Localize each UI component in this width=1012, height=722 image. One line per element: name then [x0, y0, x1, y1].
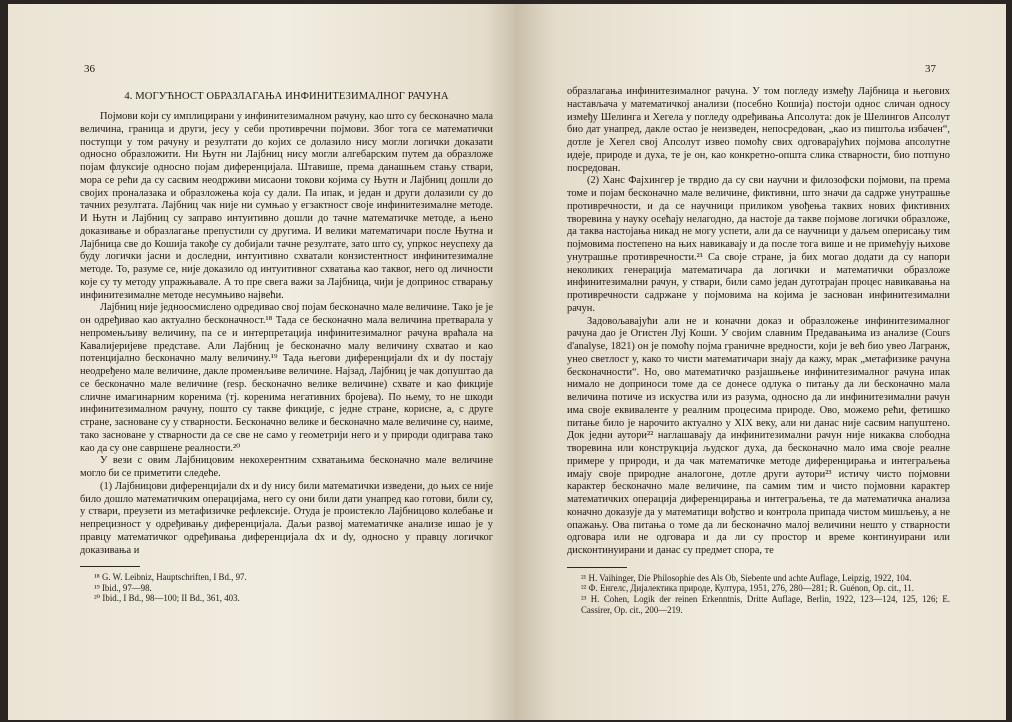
paragraph: У вези с овим Лајбницовим некохерентним схватањима бесконачно мале величине могло би се приметити следеће. [80, 455, 493, 479]
footnote: ²³ H. Cohen, Logik der reinen Erkenntnis, Dritte Auflage, Berlin, 1922, 123—124, 125, 126; E. Cassirer, Op. cit., 200—219. [581, 593, 950, 615]
left-body [80, 111, 493, 557]
footnote: ¹⁹ Ibid., 97—98. [94, 582, 152, 593]
paragraph: Појмови који су имплицирани у инфинитезималном рачуну, као што су бесконачно мала величина, граница и други, јесу у себи противречни појмови. Због тога се математички поступци у том рачуну и резултати до којих се долазило нису могли логички доказати односно образложити. Ни Њутн ни Лајбниц нису могли алгебарским путем да образложе појам флуксије односно појам диференцијала. Штавише, према данашњем стању ствари, мора се рећи да су сасвим неодрживи мисаони токови којима су Њутн и Лајбниц дошли до својих проналазака и образложења која су дали. Па ипак, и један и други долазили су до тачних резултата. Лајбниц чак није ни сумњао у егзактност своје инфинитезималне методе. И Њутн и Лајбниц су заправо интуитивно дошли до тачне математичке методе, а њено доказивање и образлагање препустили су другима. И велики математичари после Њутна и Лајбница све до Кошија такође су добијали тачне резултате, зато што су, упркос неуспеху да буду логички јасни и доследни, интуитивно схватали конзистентност инфинитезималне методе. То, разуме се, није доказило од интуитивног схватања као таквог, него од личности које су ту методу упражњавале. А то пре свега важи за Лајбница, чији је допринос стварању инфинитезималне методе несумњиво највећи. [80, 111, 493, 301]
paragraph: Лајбниц није једноосмислено одредивао свој појам бесконачно мале величине. Тако је је он одређивао као актуално бесконачност.¹⁸ Тада се бесконачно мала величина претварала у непромењљиву величину, па се и интерпретација инфинитезималног рачуна враћала на Кавалијеријеве представе. Али Лајбниц је бесконачно малу величину схватао и као потенцијално бесконачно малу величину.¹⁹ Тада његови диференцијали dx и dy постају неодређено мале величине, дакле променљиве величине. Најзад, Лајбниц је чак допуштао да се бесконачно мале величине (resp. бесконачно велике величине) схвате и као фикције сличне имагинарним коренима (тј. коренима негативних бројева). По њему, то не шкоди инфинитезималном рачуну, пошто су такве фикције, с једне стране, корисне, а, с друге стране, засноване су у стварности. Бесконачно велике и бесконачно мале величине су, наиме, тако засноване у стварности да се све не само у геометрији него и у природи одиграва тако као да су оне савршене реалности.²⁰ [80, 302, 493, 454]
right-page [515, 4, 1006, 720]
page-number-left: 36 [84, 63, 95, 75]
footnote-rule [80, 566, 140, 567]
book-spread [8, 4, 1006, 720]
paragraph: Задовољавајући али не и коначни доказ и образложење инфинитезималног рачуна дао је Огистен Луј Коши. У своjим славним Предавањима из анализе (Cours d'analyse, 1821) он је помоћу појма граничне вредности, који је већ био увео Лагранж, унео светлост у, како то чисти математичари знају да кажу, мрак „метафизике рачуна бесконачности“. Но, ово математичко разјашњење инфинитезималног рачуна ипак нимало не доприноси томе да се донесе одлука о питању да ли бесконачно мала величина потиче из искуства или из разума, односно да ли инфинитезимални рачун има своје еквиваленте у реалним процесима природе. Ово, можемо рећи, фетишко питање било је нарочито актуално у XIX веку, али ни данас није сасвим напуштено. Док једни аутори²² наглашавају да инфинитезимални рачун није никаква слободна творевина или конструкција људског духа, да бесконачно мало има своје реалне примере у природи, и да чак математичке методе диференцирања и интеграљења имају своје природне аналогоне, дотле други аутори²³ истичу чисто појмовни карактер бесконачно мале величине, па самим тим и чисто појмовни карактер математичких операција диференцирања и интеграљења, те да математичка анализа коначно доказује да у математици вођство и контрола припада чистом мишљењу, а не опажању. Ова питања о томе да ли бесконачно малој величини нешто у стварности одговара или не одговара и да ли су простор и време континуирани или дисконтинуирани и данас су предмет спора, те [567, 315, 950, 556]
section-heading: 4. МОГУЋНОСТ ОБРАЗЛАГАЊА ИНФИНИТЕЗИМАЛНОГ РАЧУНА [124, 91, 449, 102]
page-number-right: 37 [925, 63, 936, 75]
right-body [567, 86, 950, 558]
footnote-rule [567, 567, 627, 568]
footnotes-left [80, 572, 493, 604]
left-page [8, 4, 515, 720]
footnote: ²¹ H. Vaihinger, Die Philosophie des Als Ob, Siebente und achte Auflage, Leipzig, 1922, 104. [581, 572, 912, 583]
footnotes-right [567, 573, 950, 615]
paragraph: образлагања инфинитезималног рачуна. У том погледу између Лајбница и његових настављача у математичкој анализи (посебно Кошија) постоји однос сличан односу између Шелинга и Хегела у погледу одређивања Апсолута: док је Шелингов Апсолут био дат унапред, дакле остао је неизведен, непосредован, „као из пиштоља избачен“, дотле је Хегел свој Апсолут извео помоћу свих одговарајућих појмова апсолутне идеје, природе и духа, те је он, као конкретно-општа слика стварности, био потпуно посредован. [567, 86, 950, 174]
footnote: ²² Ф. Енгелс, Дијалектика природе, Култура, 1951, 276, 280—281; R. Guénon, Op. cit., 11. [581, 583, 915, 594]
footnote: ²⁰ Ibid., I Bd., 98—100; II Bd., 361, 403. [94, 593, 240, 604]
paragraph: (2) Ханс Фајхингер је тврдио да су сви научни и филозофски појмови, па према томе и појам бесконачно мале величине, фиктивни, што значи да садрже унутрашње противречности, и да се научници приликом увођења таквих нових фиктивних творевина у науку осећају нелагодно, да настоје да такве појмове логички образложе, да таква настојања никад не могу успети, али да се научници у даљем оперисању тим појмовима постепено на њих навикавају и да после тога више и не примећују њихове унутрашње противречности.²¹ Са своје стране, ја бих могао додати да су напори неколиких генерација математичара да логички и математички образложе инфинитезимални рачун, у ствари, били само један дуготрајан процес навикавања на противречности садржане у појмовима на којима је заснован инфинитезимални рачун. [567, 175, 950, 314]
footnote: ¹⁸ G. W. Leibniz, Hauptschriften, I Bd., 97. [94, 572, 247, 583]
paragraph: (1) Лајбницови диференцијали dx и dy нису били математички изведени, до њих се није било дошло математичким операцијама, него су они били дати унапред као готови, били су, у ствари, преузети из метафизичке рефлексије. Отуда је проистекло Лајбницово колебање и непрецизност у одређивању диференцијала. Даљи развој математичке анализе ишао је у правцу математичког одређивања диференцијала dx и dy, односно у правцу логичког доказивања и [80, 480, 493, 556]
